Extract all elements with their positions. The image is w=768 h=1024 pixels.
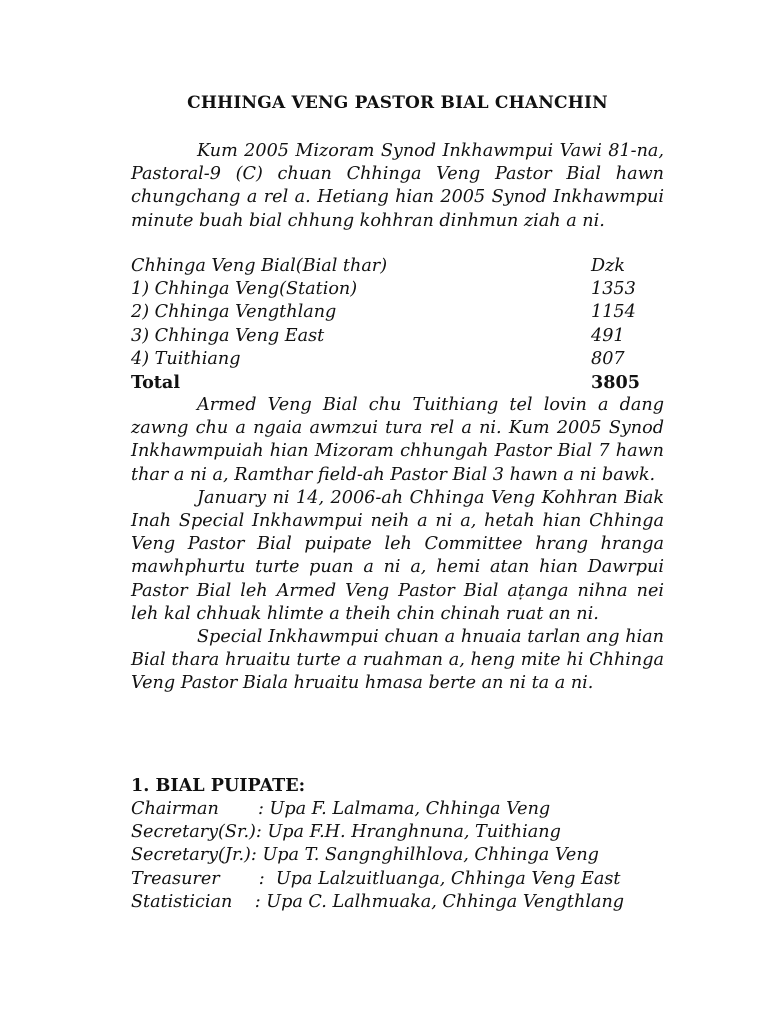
row-label: 1) Chhinga Veng(Station)	[131, 279, 358, 300]
table-row	[131, 278, 664, 301]
officer-role: Treasurer	[131, 868, 254, 889]
officer-separator: :	[257, 799, 270, 819]
row-label: 4) Tuithiang	[131, 348, 241, 369]
table-total-row	[131, 371, 664, 394]
row-value: 1154	[591, 302, 636, 323]
row-value: 491	[591, 325, 625, 346]
officer-separator: :	[250, 845, 263, 866]
officer-row	[131, 844, 624, 867]
officer-separator: :	[253, 868, 276, 889]
row-value: 807	[591, 348, 625, 369]
officer-name: Upa F. Lalmama, Chhinga Veng	[269, 799, 551, 819]
row-label: 3) Chhinga Veng East	[131, 325, 325, 346]
table-row	[131, 301, 664, 324]
officer-separator: :	[249, 891, 267, 912]
table-row	[131, 325, 664, 348]
row-value: 1353	[591, 279, 636, 300]
officer-role: Secretary(Jr.)	[131, 845, 251, 866]
officer-name: Upa F.H. Hranghnuna, Tuithiang	[267, 822, 561, 843]
total-value: 3805	[591, 372, 640, 394]
section-heading: 1. BIAL PUIPATE:	[131, 775, 306, 796]
officers-list	[131, 798, 624, 914]
officer-separator: :	[255, 822, 268, 843]
officer-row	[131, 821, 624, 844]
table-row	[131, 348, 664, 371]
officer-role: Statistician	[131, 891, 250, 912]
paragraph-armed-veng: Armed Veng Bial chu Tuithiang tel lovin a dang zawng chu a ngaia awmzui tura rel a ni. Kum 2005 Synod Inkhawmpuiah hian Mizoram chhungah Pastor Bial 7 hawn thar a ni a, Ramthar field-ah Pastor Bial 3 hawn a ni bawk.	[131, 395, 664, 485]
officer-name: Upa C. Lalhmuaka, Chhinga Vengthlang	[266, 891, 625, 912]
officer-role: Secretary(Sr.)	[131, 822, 256, 843]
officer-row	[131, 868, 624, 891]
table-header-label: Chhinga Veng Bial(Bial thar)	[131, 256, 388, 276]
total-label: Total	[131, 372, 181, 394]
membership-table	[131, 255, 664, 394]
intro-block	[131, 140, 664, 233]
page-title: CHHINGA VENG PASTOR BIAL CHANCHIN	[187, 93, 608, 113]
row-label: 2) Chhinga Vengthlang	[131, 302, 337, 323]
officer-row	[131, 891, 624, 914]
table-header-value: Dzk	[591, 256, 626, 276]
paragraph-leaders: Special Inkhawmpui chuan a hnuaia tarlan ang hian Bial thara hruaitu turte a ruahman a, heng mite hi Chhinga Veng Pastor Biala hruaitu hmasa berte an ni ta a ni.	[131, 627, 664, 694]
paragraph-special-meeting: January ni 14, 2006-ah Chhinga Veng Kohhran Biak Inah Special Inkhawmpui neih a ni a, hetah hian Chhinga Veng Pastor Bial puipate leh Committee hrang hranga mawhphurtu turte puan a ni a, hemi atan hian Dawrpui Pastor Bial leh Armed Veng Pastor Bial aṭanga nihna nei leh kal chhuak hlimte a theih chin chinah ruat an ni.	[131, 487, 664, 624]
officer-name: Upa T. Sangnghilhlova, Chhinga Veng	[262, 845, 599, 866]
officer-row	[131, 798, 624, 821]
officer-name: Upa Lalzuitluanga, Chhinga Veng East	[275, 868, 621, 889]
table-header-row	[131, 255, 664, 278]
officer-role: Chairman	[131, 799, 258, 819]
body-block	[131, 394, 664, 696]
intro-paragraph: Kum 2005 Mizoram Synod Inkhawmpui Vawi 81-na, Pastoral-9 (C) chuan Chhinga Veng Pastor Bial hawn chungchang a rel a. Hetiang hian 2005 Synod Inkhawmpui minute buah bial chhung kohhran dinhmun ziah a ni.	[131, 141, 664, 231]
